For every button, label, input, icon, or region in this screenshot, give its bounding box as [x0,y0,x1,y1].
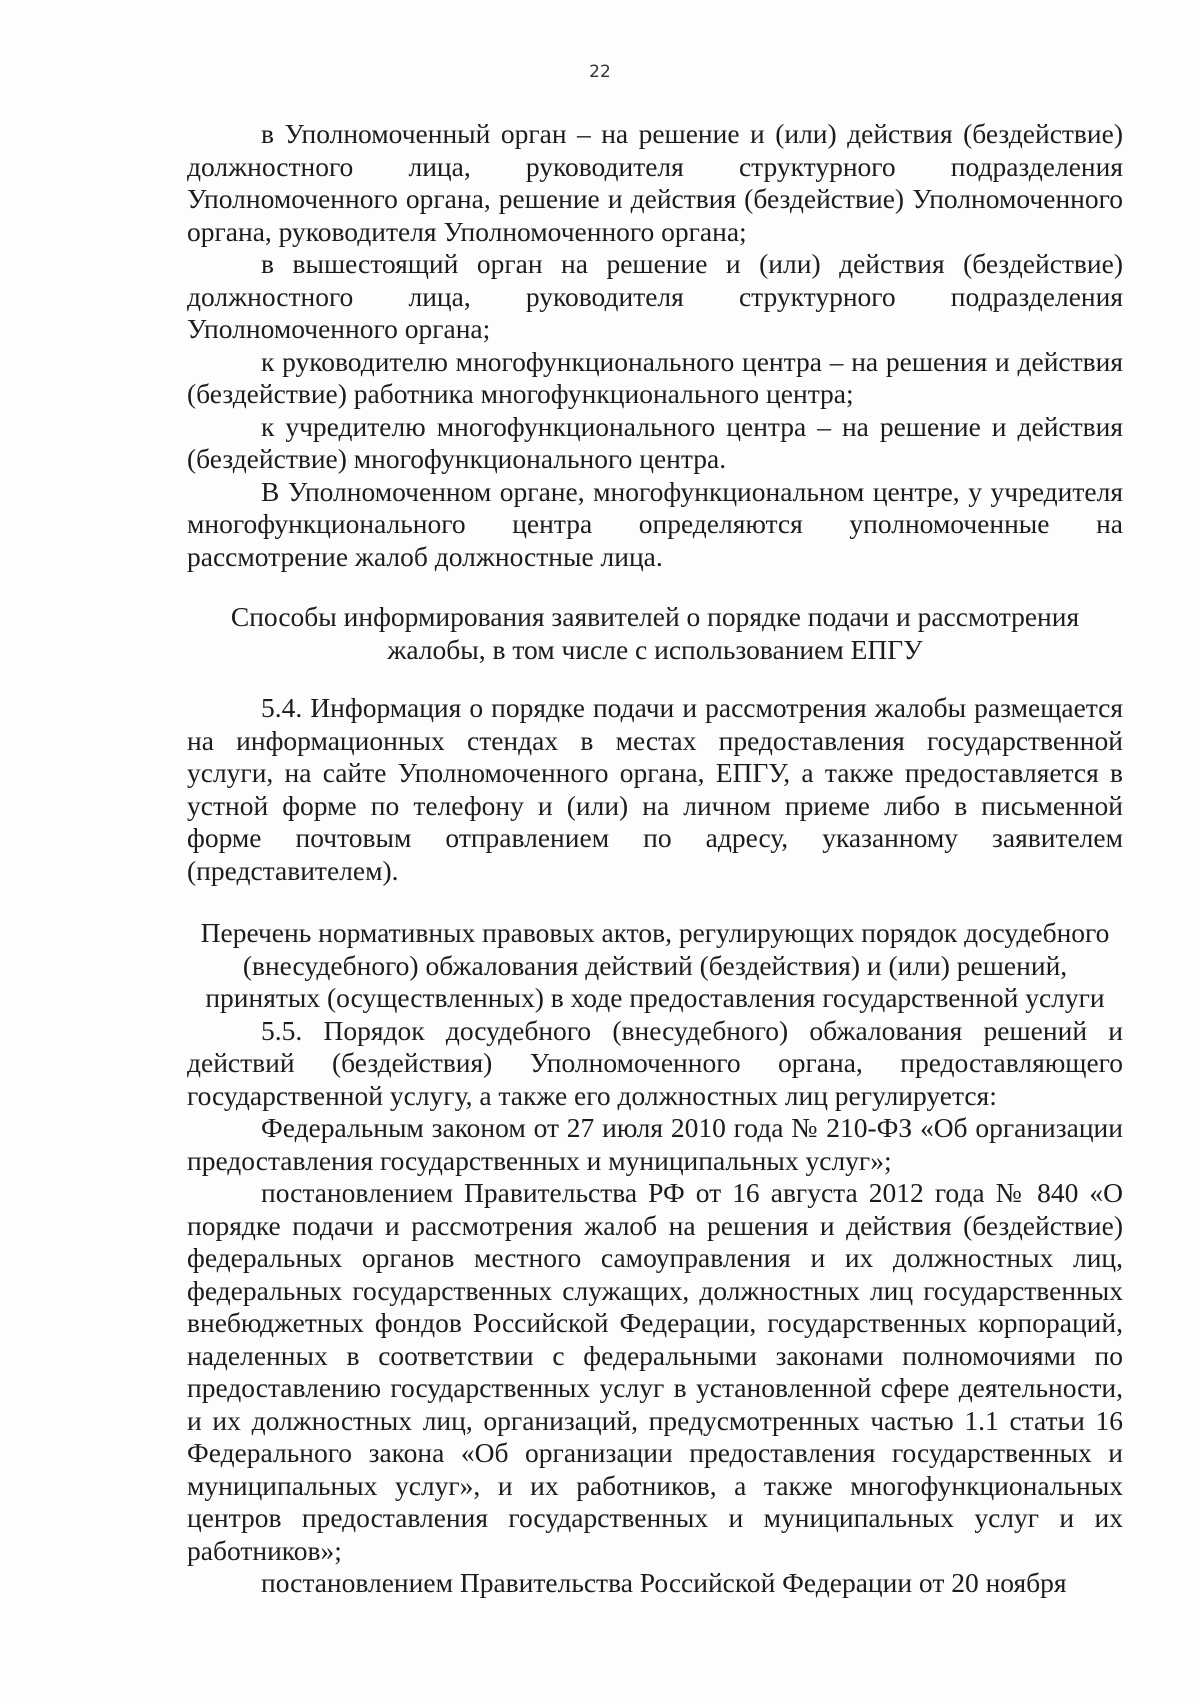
heading-line: Перечень нормативных правовых актов, регулирующих порядок досудебного [200,917,1110,948]
paragraph-5-5: 5.5. Порядок досудебного (внесудебного) обжалования решений и действий (бездействия) Уполномоченного органа, предоставляющего государственной услугу, а также его должностных лиц регулируется: [187,1014,1123,1111]
paragraph-appeal-higher-body: в вышестоящий орган на решение и (или) действия (бездействие) должностного лица, руководителя структурного подразделения Уполномоченного органа; [187,248,1123,344]
paragraph-federal-law-210: Федеральным законом от 27 июля 2010 года № 210-ФЗ «Об организации предоставления государственных и муниципальных услуг»; [187,1112,1123,1176]
paragraph-5-4: 5.4. Информация о порядке подачи и рассмотрения жалобы размещается на информационных стендах в местах предоставления государственной услуги, на сайте Уполномоченного органа, ЕПГУ, а также предоставляется в устной форме по телефону и (или) на личном приеме либо в письменной форме почтовым отправлением по адресу, указанному заявителем (представителем). [187,692,1123,886]
page-number: 22 [589,62,611,82]
heading-line: (внесудебного) обжалования действий (бездействия) и (или) решений, [242,949,1068,981]
paragraph-appeal-mfc-head: к руководителю многофункционального центра – на решения и действия (бездействие) работника многофункционального центра; [187,345,1123,409]
paragraph-resolution-840: постановлением Правительства РФ от 16 августа 2012 года № 840 «О порядке подачи и рассмотрения жалоб на решения и действия (бездействие) федеральных органов местного самоуправления и их должностных лиц, федеральных государственных служащих, должностных лиц государственных внебюджетных фондов Российской Федерации, государственных корпораций, наделенных в соответствии с федеральными законами полномочиями по предоставлению государственных услуг в установленной сфере деятельности, и их должностных лиц, организаций, предусмотренных частью 1.1 статьи 16 Федерального закона «Об организации предоставления государственных и муниципальных услуг», и их работников, а также многофункциональных центров предоставления государственных и муниципальных услуг и их работников»; [187,1177,1123,1566]
document-body [187,118,1123,1600]
paragraph-appeal-mfc-founder: к учредителю многофункционального центра – на решение и действия (бездействие) многофункционального центра. [187,410,1123,474]
section-heading-legal-acts [187,917,1123,1015]
heading-line: Способы информирования заявителей о порядке подачи и рассмотрения [230,601,1080,632]
heading-line: принятых (осуществленных) в ходе предоставления государственной услуги [205,982,1105,1013]
paragraph-resolution-november: постановлением Правительства Российской Федерации от 20 ноября [261,1567,1067,1598]
paragraph-authorized-officials: В Уполномоченном органе, многофункциональном центре, у учредителя многофункционального центра определяются уполномоченные на рассмотрение жалоб должностные лица. [187,475,1123,572]
heading-line: жалобы, в том числе с использованием ЕПГУ [387,633,923,665]
paragraph-appeal-authorized-body: в Уполномоченный орган – на решение и (или) действия (бездействие) должностного лица, руководителя структурного подразделения Уполномоченного органа, решение и действия (бездействие) Уполномоченного органа, руководителя Уполномоченного органа; [187,118,1123,247]
section-heading-informing [187,601,1123,666]
